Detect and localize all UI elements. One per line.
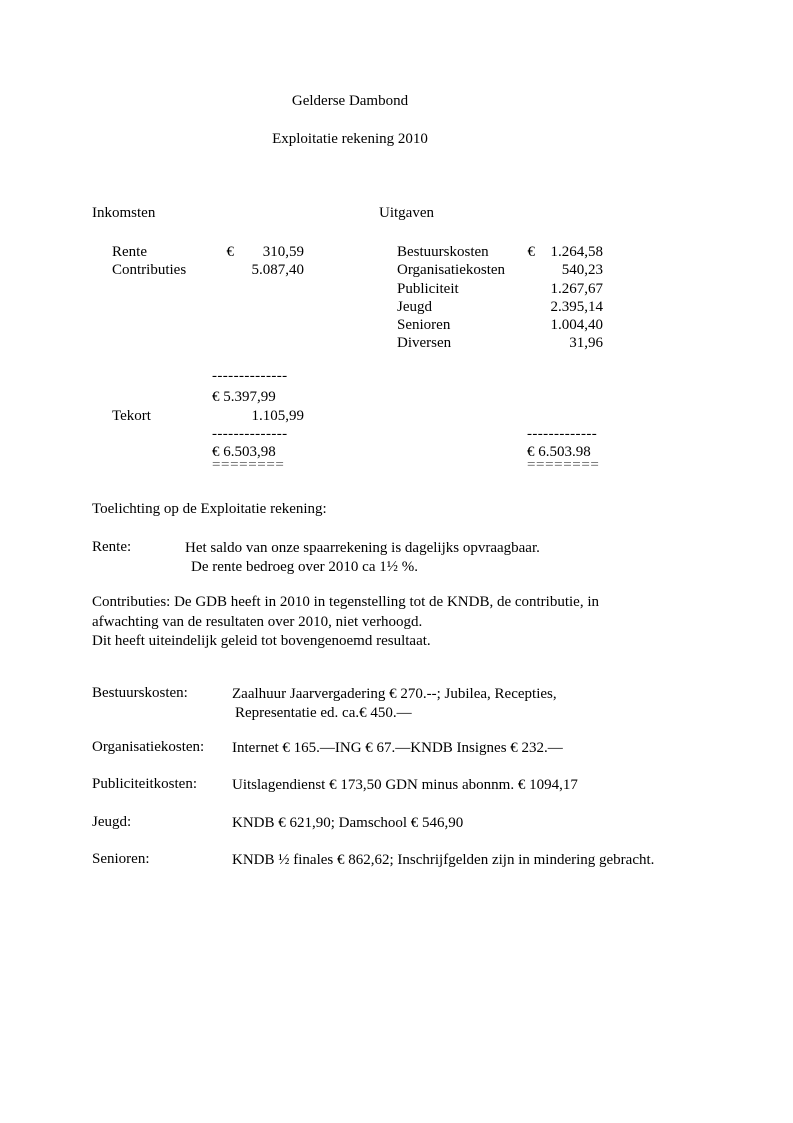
expense-amount: 31,96 [569,335,603,352]
income-currency: € [226,244,234,260]
note-organisatiekosten-body [232,739,563,758]
note-rente-line1: Het saldo van onze spaarrekening is dagelijks opvraagbaar. [185,540,540,556]
expense-amount: 1.264,58 [550,244,603,260]
document-subtitle: Exploitatie rekening 2010 [272,131,428,147]
expense-total-double-rule: ======== [527,457,600,473]
table-row [397,243,603,261]
income-amount: 310,59 [262,244,304,260]
expense-currency [519,261,535,279]
income-amount: 5.087,40 [251,262,304,279]
expense-currency [519,298,535,316]
table-row [397,261,603,279]
expense-total: € 6.503.98 [527,444,591,460]
expense-amount: 1.267,67 [550,280,603,297]
note-senioren-label: Senioren: [92,851,150,867]
notes-heading: Toelichting op de Exploitatie rekening: [92,501,327,517]
expense-label: Jeugd [397,298,432,315]
tekort-label: Tekort [112,408,151,424]
expense-label: Senioren [397,317,451,334]
expense-currency: € [527,244,535,260]
note-bestuurskosten-label: Bestuurskosten: [92,685,188,701]
income-table-body [112,243,304,280]
income-label: Contributies [112,262,187,279]
expense-total-rule: ------------- [527,426,598,442]
document-title: Gelderse Dambond [291,93,409,109]
note-contributies-line2: afwachting van de resultaten over 2010, niet verhoogd. [92,613,423,630]
note-rente-line2: De rente bedroeg over 2010 ca 1½ %. [191,559,418,575]
note-publiciteitkosten-label: Publiciteitkosten: [92,776,197,792]
income-column-heading: Inkomsten [92,205,156,221]
table-row [397,316,603,334]
expense-currency [519,316,535,334]
note-jeugd-body [232,814,463,833]
income-total: € 6.503,98 [212,444,276,460]
note-senioren-body [232,851,654,870]
note-contributies [92,593,712,652]
note-rente-body [185,539,540,577]
expense-currency [519,280,535,298]
note-bestuurskosten-body [232,685,557,723]
expense-table-body [397,243,603,353]
income-currency [218,261,234,279]
note-bestuurskosten-line1: Zaalhuur Jaarvergadering € 270.--; Jubilea, Recepties, [232,686,557,702]
tekort-amount: 1.105,99 [251,408,304,424]
table-row [397,298,603,316]
income-subtotal: € 5.397,99 [212,389,276,405]
note-contributies-line1: Contributies: De GDB heeft in 2010 in tegenstelling tot de KNDB, de contributie, in [92,594,600,610]
table-row [397,334,603,352]
note-senioren-line1: KNDB ½ finales € 862,62; Inschrijfgelden zijn in mindering gebracht. [232,852,655,868]
table-row [112,261,304,279]
expense-amount: 2.395,14 [550,298,603,315]
expense-currency [519,334,535,352]
expense-column-heading: Uitgaven [379,205,434,221]
note-organisatiekosten-label: Organisatiekosten: [92,739,205,755]
note-rente-label: Rente: [92,539,132,555]
note-jeugd-line1: KNDB € 621,90; Damschool € 546,90 [232,815,464,831]
table-row [397,280,603,298]
note-publiciteitkosten-body [232,776,578,795]
income-table [112,243,304,280]
note-publiciteitkosten-line1: Uitslagendienst € 173,50 GDN minus abonnm. € 1094,17 [232,777,578,793]
note-contributies-line3: Dit heeft uiteindelijk geleid tot bovengenoemd resultaat. [92,633,431,649]
income-subtotal-rule: -------------- [212,368,288,384]
expense-label: Publiciteit [397,280,459,297]
income-label: Rente [112,244,147,260]
expense-amount: 540,23 [561,262,603,279]
expense-label: Diversen [397,335,452,352]
expense-label: Bestuurskosten [397,244,489,260]
note-jeugd-label: Jeugd: [92,814,132,830]
income-total-rule: -------------- [212,426,288,442]
expense-table [397,243,603,353]
income-total-double-rule: ======== [212,457,285,473]
expense-amount: 1.004,40 [550,317,603,334]
expense-label: Organisatiekosten [397,262,506,279]
note-contributies-body [92,593,712,652]
table-row [112,243,304,261]
note-bestuurskosten-line2: Representatie ed. ca.€ 450.— [235,705,412,721]
note-organisatiekosten-line1: Internet € 165.—ING € 67.—KNDB Insignes € 232.— [232,740,563,756]
tekort-row [112,408,304,425]
